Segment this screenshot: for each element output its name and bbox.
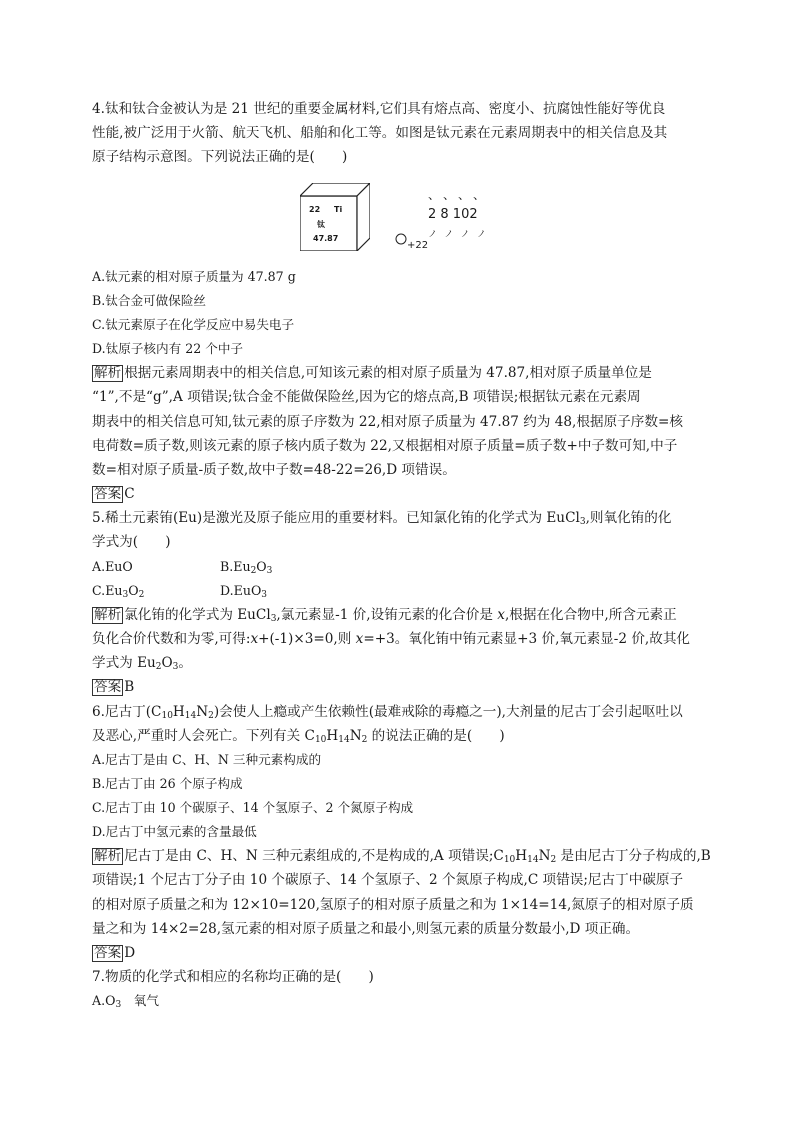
q4-answer: 答案 C (94, 486, 135, 502)
q4-option-c: C.钛元素原子在化学反应中易失电子 (92, 317, 295, 332)
answer-label: 答案 (94, 486, 122, 502)
q4-analysis-line-2: “1”,不是“g”,A 项错误;钛合金不能做保险丝,因为它的熔点高,B 项错误;根据钛元素在元素周 (92, 389, 641, 405)
q6-option-c: C.尼古丁由 10 个碳原子、14 个氢原子、2 个氮原子构成 (92, 800, 414, 815)
analysis-label: 解析 (94, 607, 122, 623)
q5-option-c: $C.Eu_3O_2$ (92, 583, 145, 600)
q5-option-b: $B.Eu_2O_3$ (220, 559, 273, 576)
q6-option-d: D.尼古丁中氢元素的含量最低 (92, 824, 257, 839)
answer-label: 答案 (94, 679, 122, 695)
nucleus-circle (395, 233, 407, 245)
q4-analysis-line-5: 数=相对原子质量-质子数,故中子数=48-22=26,D 项错误。 (92, 462, 456, 478)
q5-option-a: A.EuO (92, 559, 133, 574)
q5-analysis-line-2: 负化合价代数和为零,可得:x+(-1)×3=0,则 x=+3。氧化铕中铕元素显+3 价,氧元素显-2 价,故其化 (92, 631, 691, 647)
q7-option-a: $A.O_3$ 氧气 (92, 993, 159, 1010)
q6-analysis-line-1: 解析 尼古丁是由 C、H、N 三种元素组成的,不是构成的,A 项错误$;C_{10}H_{14}N_2$ 是由尼古丁分子构成的,B (94, 848, 711, 865)
q5-analysis-line-1: 解析 氯化铕的化学式为 EuCl$_3$,氯元素显-1 价,设铕元素的化合价是 x,根据在化合物中,所含元素正 (94, 607, 677, 624)
element-symbol: Ti (334, 205, 343, 214)
q6-option-a: A.尼古丁是由 C、H、N 三种元素构成的 (92, 752, 322, 767)
q4-stem-line-2: 性能,被广泛用于火箭、航天飞机、船舶和化工等。如图是钛元素在元素周期表中的相关信息及其 (92, 125, 668, 141)
q6-option-b: B.尼古丁由 26 个原子构成 (92, 776, 243, 791)
q5-analysis-line-3: 学式为 $Eu_2O_3$。 (92, 655, 192, 672)
analysis-label: 解析 (94, 365, 122, 381)
q5-answer: 答案 B (94, 679, 135, 695)
q6-analysis-line-3: 的相对原子质量之和为 12×10=120,氢原子的相对原子质量之和为 1×14=14,氮原子的相对原子质 (92, 897, 694, 913)
atomic-number: 22 (309, 205, 321, 214)
q6-stem-line-1: 6.尼古丁$(C_{10}H_{14}N_2)$会使人上瘾或产生依赖性(最难戒除的毒瘾之一),大剂量的尼古丁会引起呕吐以 (92, 704, 683, 721)
q7-stem: 7.物质的化学式和相应的名称均正确的是( ) (92, 969, 374, 985)
q4-option-d: D.钛原子核内有 22 个中子 (92, 341, 244, 356)
q4-analysis-line-1: 解析 根据元素周期表中的相关信息,可知该元素的相对原子质量为 47.87,相对原子质量单位是 (94, 365, 652, 381)
element-name: 钛 (317, 220, 325, 229)
nuclear-charge: +22 (407, 240, 429, 251)
q5-stem-line-2: 学式为( ) (92, 534, 171, 550)
q4-analysis-line-3: 期表中的相关信息可知,钛元素的原子序数为 22,相对原子质量为 47.87 约为 48,根据原子序数=核 (92, 414, 683, 430)
q6-stem-line-2: 及恶心,严重时人会死亡。下列有关 $C_{10}H_{14}N_2$ 的说法正确的是( ) (92, 728, 505, 745)
q4-stem-line-3: 原子结构示意图。下列说法正确的是( ) (92, 149, 348, 165)
q6-analysis-line-4: 量之和为 14×2=28,氢元素的相对原子质量之和最小,则氢元素的质量分数最小,D 项正确。 (92, 921, 640, 937)
shell-arcs-bottom: ノノノノ (428, 230, 494, 240)
analysis-label: 解析 (94, 848, 122, 864)
q5-option-d: D.EuO$_3$ (220, 583, 268, 600)
q4-analysis-line-4: 电荷数=质子数,则该元素的原子核内质子数为 22,又根据相对原子质量=质子数+中子数可知,中子 (92, 438, 678, 454)
q6-analysis-line-2: 项错误;1 个尼古丁分子由 10 个碳原子、14 个氢原子、2 个氮原子构成,C 项错误;尼古丁中碳原子 (92, 872, 684, 888)
q4-option-a: A.钛元素的相对原子质量为 47.87 g (92, 269, 296, 284)
atomic-mass: 47.87 (313, 234, 339, 243)
answer-label: 答案 (94, 945, 122, 961)
shell-arcs-top: 、、、、 (428, 188, 495, 202)
q6-answer: 答案 D (94, 945, 136, 961)
electron-shell-counts: 2 8 102 (428, 207, 478, 222)
q4-stem-line-1: 4.钛和钛合金被认为是 21 世纪的重要金属材料,它们具有熔点高、密度小、抗腐蚀性能好等优良 (92, 101, 666, 117)
q5-stem-line-1: 5.稀土元素铕(Eu)是激光及原子能应用的重要材料。已知氯化铕的化学式为 EuCl$_3$,则氧化铕的化 (92, 510, 672, 527)
q4-option-b: B.钛合金可做保险丝 (92, 293, 207, 308)
